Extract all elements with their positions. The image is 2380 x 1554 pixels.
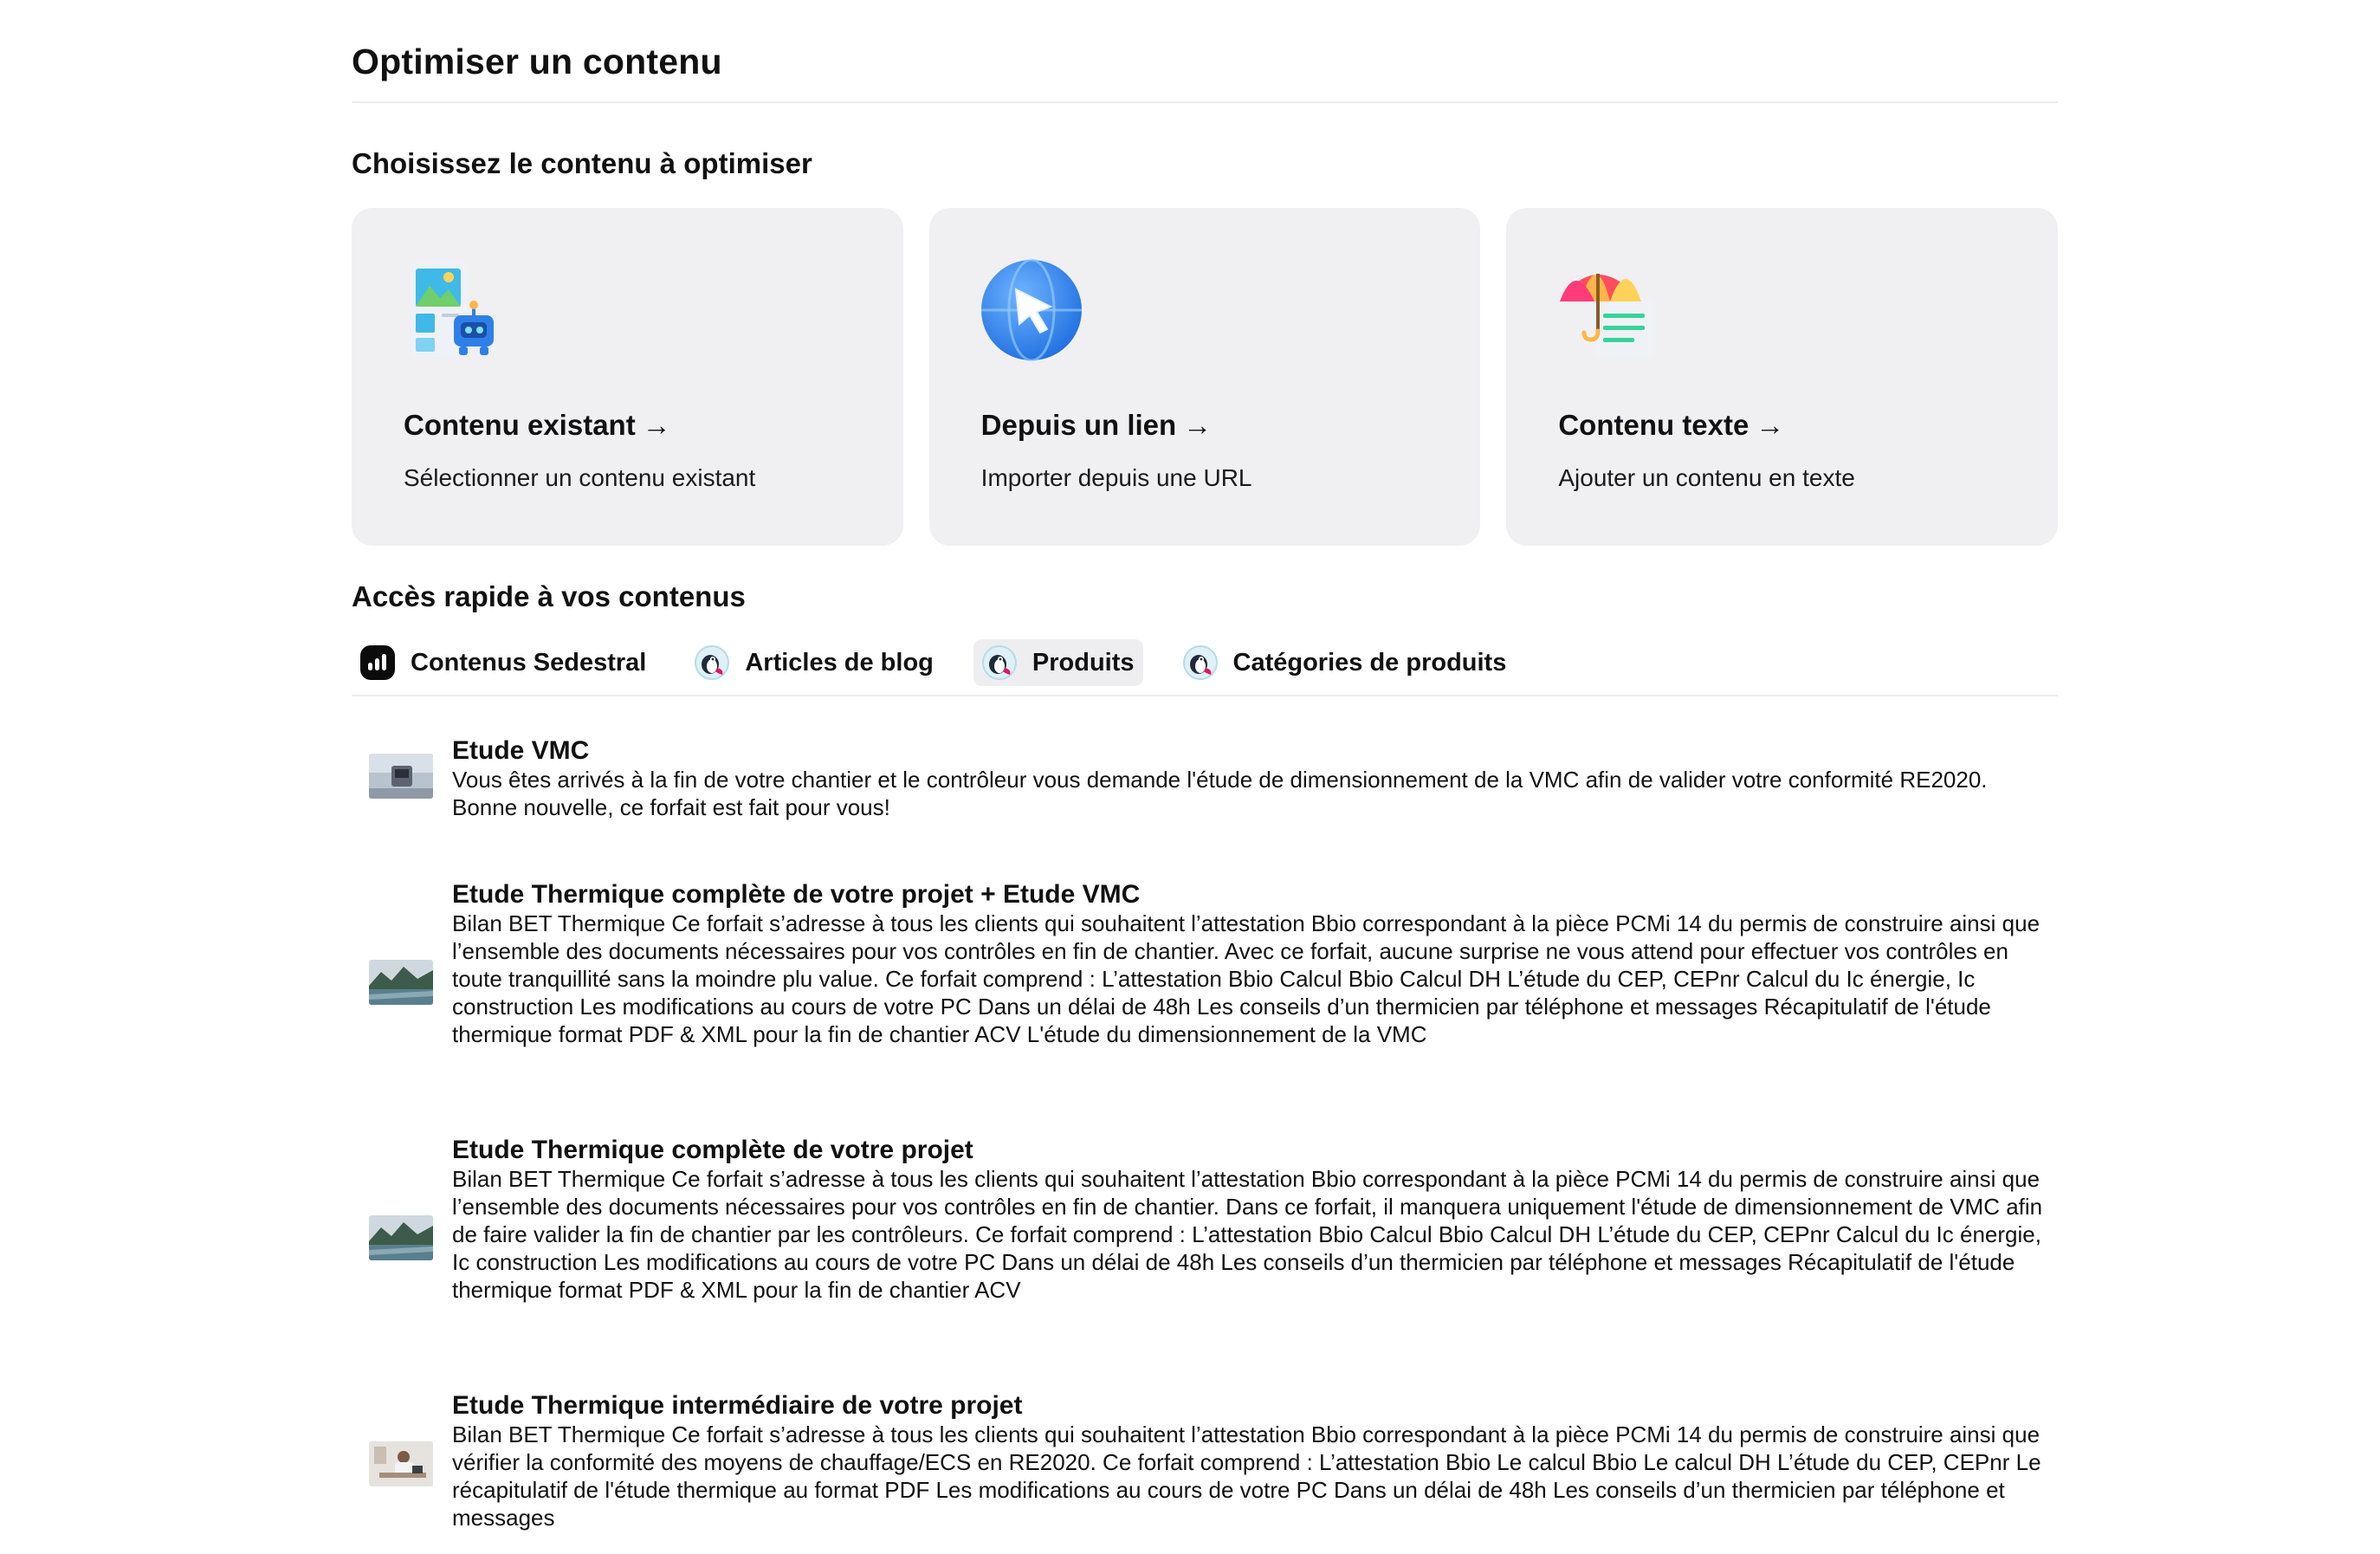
- item-description: Bilan BET Thermique Ce forfait s’adresse à tous les clients qui souhaitent l’attestation Bbio correspondant à la pièce PCMi 14 du permis de construire ainsi que vérifier la conformité des moyens de chauffage/ECS en RE2020. Ce forfait comprend : L’attestation Bbio Le calcul Bbio Le calcul DH L’étude du CEP, CEPnr Le récapitulatif de l'étude thermique au format PDF Les modifications au cours de votre PC Dans un délai de 48h Les conseils d’un thermicien par téléphone et messages: [452, 1421, 2041, 1531]
- item-title: Etude Thermique complète de votre projet: [452, 1136, 973, 1164]
- tab-articles-de-blog[interactable]: [686, 639, 942, 686]
- tab-label: Produits: [1032, 648, 1135, 677]
- item-title: Etude VMC: [452, 736, 590, 765]
- product-thumbnail: [369, 960, 433, 1005]
- item-description: Bilan BET Thermique Ce forfait s’adresse à tous les clients qui souhaitent l’attestation Bbio correspondant à la pièce PCMi 14 du permis de construire ainsi que l’ensemble des documents nécessaires pour vos contrôles en fin de chantier. Avec ce forfait, aucune surprise ne vous attend pour effectuer vos contrôles en toute tranquillité sans la moindre plu value. Ce forfait comprend : L’attestation Bbio Calcul Bbio Calcul DH L’étude du CEP, CEPnr Calcul du Ic énergie, Ic construction Les modifications au cours de votre PC Dans un délai de 48h Les conseils d’un thermicien par téléphone et messages Récapitulatif de l'étude thermique format PDF & XML pour la fin de chantier ACV L'étude du dimensionnement de la VMC: [452, 910, 2040, 1047]
- text-content-card[interactable]: [1506, 208, 2058, 546]
- umbrella-document-icon: [1555, 256, 1662, 364]
- arrow-right-icon: →: [642, 409, 671, 441]
- tab-label: Catégories de produits: [1232, 648, 1507, 677]
- choose-heading: Choisissez le contenu à optimiser: [352, 147, 812, 179]
- sedestral-logo-icon: [360, 645, 395, 680]
- globe-cursor-icon: [978, 256, 1085, 364]
- content-source-tabs: [352, 638, 1546, 688]
- title-divider: [352, 101, 2058, 103]
- existing-content-title: Contenu existant →: [404, 409, 671, 441]
- existing-content-subtitle: Sélectionner un contenu existant: [404, 464, 756, 491]
- text-content-title: Contenu texte →: [1558, 409, 1785, 441]
- tabs-divider: [352, 695, 2058, 696]
- content-source-cards: [352, 208, 2058, 546]
- product-thumbnail: [369, 1441, 433, 1486]
- from-link-title: Depuis un lien →: [980, 409, 1213, 441]
- arrow-right-icon: →: [1756, 409, 1785, 441]
- quick-access-heading: Accès rapide à vos contenus: [352, 580, 746, 612]
- document-robot-icon: [400, 256, 508, 364]
- arrow-right-icon: →: [1183, 409, 1213, 441]
- tab-contenus-sedestral[interactable]: [352, 639, 655, 686]
- item-title: Etude Thermique complète de votre projet + Etude VMC: [452, 880, 1141, 909]
- text-content-subtitle: Ajouter un contenu en texte: [1558, 464, 1855, 491]
- product-thumbnail: [369, 754, 433, 799]
- prestashop-icon: [1183, 645, 1218, 680]
- item-title: Etude Thermique intermédiaire de votre projet: [452, 1391, 1023, 1420]
- item-description: Bilan BET Thermique Ce forfait s’adresse à tous les clients qui souhaitent l’attestation Bbio correspondant à la pièce PCMi 14 du permis de construire ainsi que l’ensemble des documents nécessaires pour vos contrôles en fin de chantier. Dans ce forfait, il manquera uniquement l'étude de dimensionnement de VMC afin de faire valider la fin de chantier par les contrôleurs. Ce forfait comprend : L’attestation Bbio Calcul Bbio Calcul DH L’étude du CEP, CEPnr Calcul du Ic énergie, Ic construction Les modifications au cours de votre PC Dans un délai de 48h Les conseils d’un thermicien par téléphone et messages Récapitulatif de l'étude thermique format PDF & XML pour la fin de chantier ACV: [452, 1166, 2043, 1303]
- existing-content-card[interactable]: [352, 208, 903, 546]
- product-thumbnail: [369, 1215, 433, 1260]
- prestashop-icon: [695, 645, 729, 680]
- tab-label: Articles de blog: [745, 648, 934, 677]
- from-link-subtitle: Importer depuis une URL: [980, 464, 1252, 491]
- prestashop-icon: [982, 645, 1017, 680]
- tab-label: Contenus Sedestral: [411, 648, 647, 677]
- page-title: Optimiser un contenu: [352, 42, 722, 81]
- from-link-card[interactable]: [929, 208, 1481, 546]
- tab-categories-de-produits[interactable]: [1174, 639, 1516, 686]
- tab-produits[interactable]: [973, 639, 1143, 686]
- item-description: Vous êtes arrivés à la fin de votre chantier et le contrôleur vous demande l'étude de dimensionnement de la VMC afin de valider votre conformité RE2020. Bonne nouvelle, ce forfait est fait pour vous!: [452, 767, 1988, 820]
